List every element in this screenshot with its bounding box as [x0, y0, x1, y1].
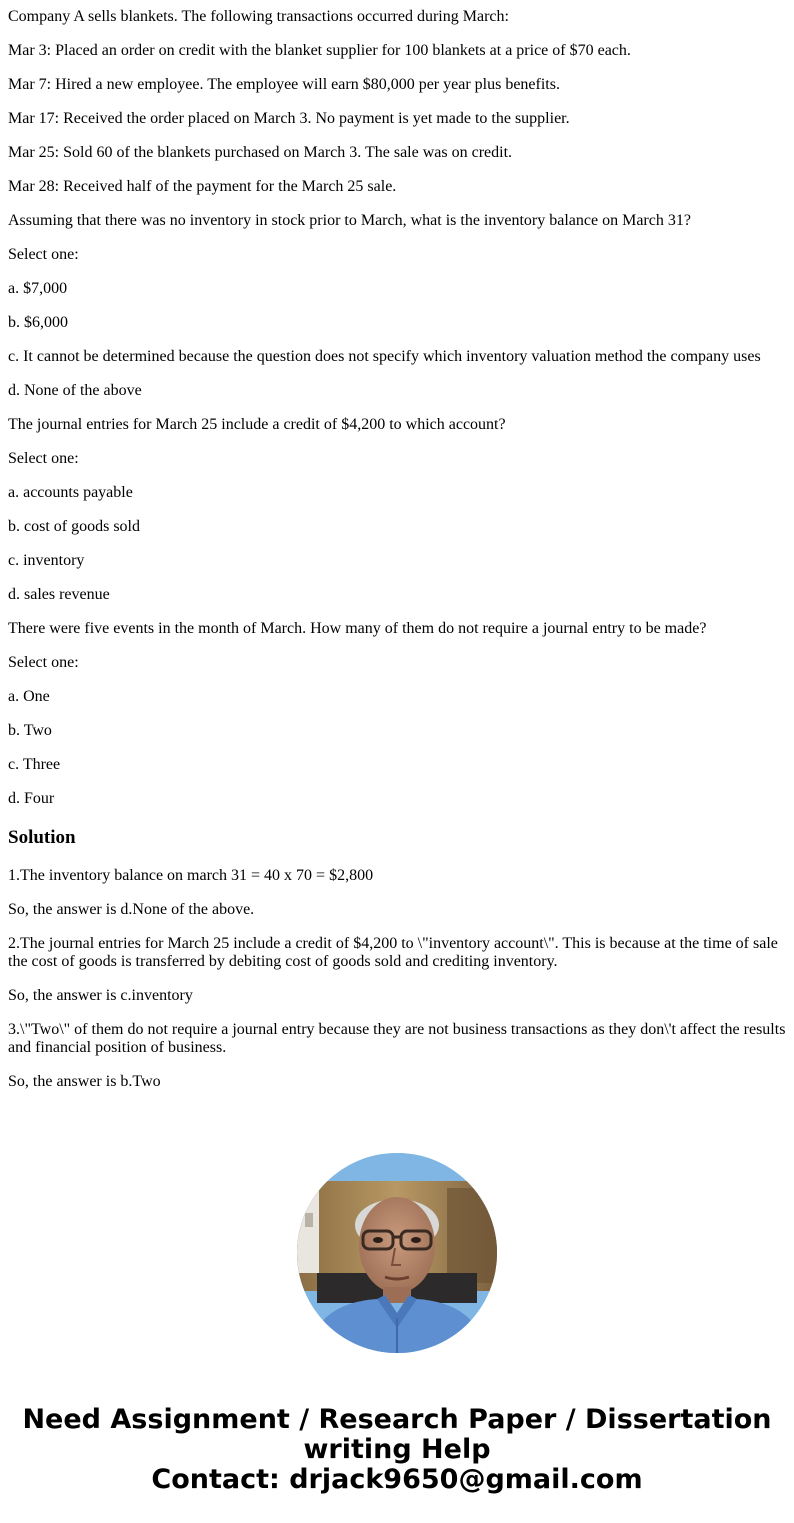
transaction-item: Mar 3: Placed an order on credit with the blanket supplier for 100 blankets at a price of $70 each. — [8, 42, 631, 59]
q3-option-b: b. Two — [8, 722, 52, 739]
question-1-prompt: Assuming that there was no inventory in stock prior to March, what is the inventory balance on March 31? — [8, 212, 691, 229]
q3-option-a: a. One — [8, 688, 50, 705]
solution-paragraph: So, the answer is c.inventory — [8, 987, 193, 1004]
select-one-label: Select one: — [8, 450, 79, 467]
author-avatar — [297, 1153, 497, 1353]
transaction-item: Mar 7: Hired a new employee. The employee will earn $80,000 per year plus benefits. — [8, 76, 560, 93]
q2-option-d: d. sales revenue — [8, 586, 110, 603]
transaction-item: Mar 17: Received the order placed on March 3. No payment is yet made to the supplier. — [8, 110, 570, 127]
transaction-item: Mar 25: Sold 60 of the blankets purchased on March 3. The sale was on credit. — [8, 144, 513, 161]
q3-option-c: c. Three — [8, 756, 61, 773]
solution-paragraph: 1.The inventory balance on march 31 = 40 x 70 = $2,800 — [8, 867, 374, 884]
select-one-label: Select one: — [8, 246, 79, 263]
question-2-prompt: The journal entries for March 25 include a credit of $4,200 to which account? — [8, 416, 506, 433]
author-portrait-image — [297, 1153, 497, 1353]
solution-paragraph: So, the answer is b.Two — [8, 1073, 161, 1090]
q3-option-d: d. Four — [8, 790, 55, 807]
q2-option-a: a. accounts payable — [8, 484, 133, 501]
promo-line-1: Need Assignment / Research Paper / Dissertation — [22, 1404, 772, 1435]
q1-option-d: d. None of the above — [8, 382, 142, 399]
promo-line-2: writing Help — [303, 1434, 491, 1465]
q1-option-a: a. $7,000 — [8, 280, 68, 297]
q1-option-c: c. It cannot be determined because the question does not specify which inventory valuation method the company uses — [8, 348, 761, 365]
solution-paragraph: 2.The journal entries for March 25 include a credit of $4,200 to \"inventory account\". This is because at the time of sale the cost of goods is transferred by debiting cost of goods sold and crediting inventory. — [8, 935, 778, 970]
promo-banner — [0, 1405, 794, 1495]
solution-heading: Solution — [8, 827, 76, 848]
q2-option-c: c. inventory — [8, 552, 85, 569]
transaction-item: Mar 28: Received half of the payment for the March 25 sale. — [8, 178, 397, 195]
select-one-label: Select one: — [8, 654, 79, 671]
promo-contact: Contact: drjack9650@gmail.com — [151, 1464, 643, 1495]
q1-option-b: b. $6,000 — [8, 314, 68, 331]
intro-text: Company A sells blankets. The following transactions occurred during March: — [8, 8, 509, 25]
solution-paragraph: So, the answer is d.None of the above. — [8, 901, 255, 918]
q2-option-b: b. cost of goods sold — [8, 518, 140, 535]
solution-paragraph: 3.\"Two\" of them do not require a journal entry because they are not business transactions as they don\'t affect the results and financial position of business. — [8, 1021, 786, 1056]
question-3-prompt: There were five events in the month of March. How many of them do not require a journal entry to be made? — [8, 620, 707, 637]
